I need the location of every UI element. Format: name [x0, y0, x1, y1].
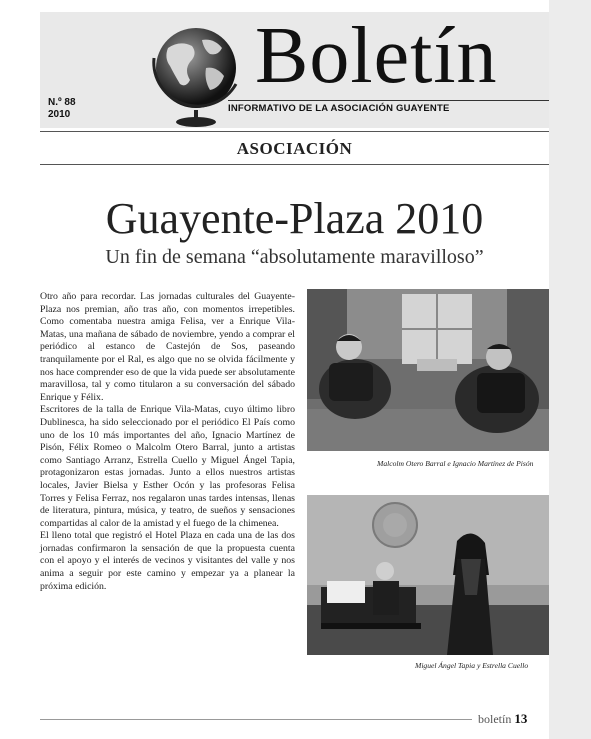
- page-margin: [549, 0, 591, 739]
- article-paragraph: Otro año para recordar. Las jornadas culturales del Guayente-Plaza nos premian, año tras año, con momentos irrepetibles. Como comentaba nuestra amiga Felisa, ver a Enrique Vila-Matas, una mañana de sábado de noviembre, yendo a comprar el periódico al estanco de Castejón de Sos, paseando tranquilamente por el Ral, es algo que no se olvida fácilmente y nos hace comprender eso de que la vida puede ser absolutamente maravillosa, tal y como titularon a su conversación del sábado Enrique y Félix.: [40, 291, 295, 403]
- issue-year: 2010: [48, 109, 71, 120]
- newsletter-subtitle: INFORMATIVO DE LA ASOCIACIÓN GUAYENTE: [228, 103, 450, 114]
- section-divider-bottom: [40, 164, 549, 165]
- photo-caption: Malcolm Otero Barral e Ignacio Martínez de Pisón: [377, 459, 534, 468]
- section-title: ASOCIACIÓN: [236, 139, 353, 158]
- subtitle-divider: [228, 100, 549, 101]
- article-paragraph: El lleno total que registró el Hotel Plaza en cada una de las dos jornadas confirmaron la sensación de que la propuesta cuenta con el apoyo y el interés de vecinos y visitantes del valle y nos anima a seguir por este camino y empezar ya a planear la próxima edición.: [40, 530, 295, 592]
- photo-caption: Miguel Ángel Tapia y Estrella Cuello: [415, 661, 529, 670]
- speakers-image: [307, 289, 549, 451]
- issue-number: N.º 88: [48, 97, 76, 108]
- page-number: 13: [514, 711, 528, 726]
- issue-info: [48, 97, 76, 121]
- footer-label: boletín: [478, 712, 512, 726]
- article-paragraph: Escritores de la talla de Enrique Vila-Matas, cuyo último libro Dublinesca, ha sido seleccionado por el periódico El País como uno de los 10 más importantes del año, Ignacio Martínez de Pisón, Félix Romeo o Malcolm Otero Barral, junto a artistas como Santiago Arranz, Estrella Cuello y Miguel Ángel Tapia, protagonizaron estas jornadas. Junto a ellos nuestros artistas locales, Javier Bielsa y Esther Ocón y las profesoras Felisa Torres y Felisa Ferraz, nos regalaron unas tardes intensas, llenas de literatura, pintura, música, y teatro, de sueños y sensaciones compartidas al calor de la amistad y el fuego de la chimenea.: [40, 404, 295, 529]
- performers-image: [307, 495, 549, 655]
- article-body: [40, 291, 295, 593]
- article-headline: Guayente-Plaza 2010: [105, 194, 484, 243]
- masthead: [40, 12, 549, 128]
- footer-divider: [40, 719, 472, 720]
- photo-speakers: [307, 289, 549, 451]
- photo-performers: [307, 495, 549, 655]
- section-divider-top: [40, 131, 549, 132]
- page-footer: [478, 711, 527, 727]
- article-deck: Un fin de semana “absolutamente maravilloso”: [105, 246, 484, 268]
- newsletter-title: Boletín: [255, 12, 498, 100]
